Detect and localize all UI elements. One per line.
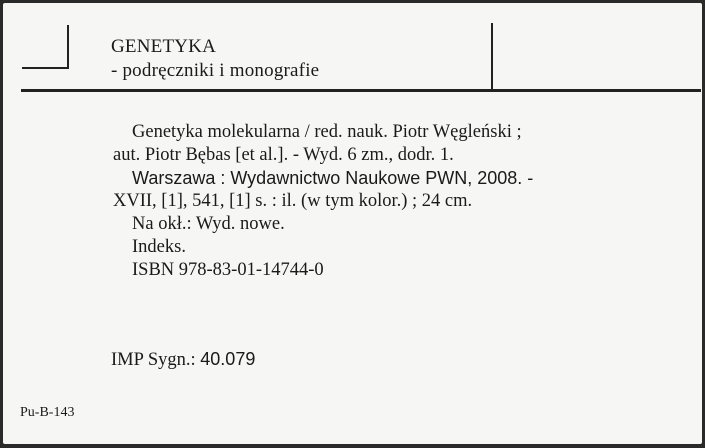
- catalog-card: [3, 3, 702, 444]
- cover-note-line: Na okł.: Wyd. nowe.: [132, 214, 285, 234]
- subject-heading-block: [111, 35, 319, 83]
- signature-label: IMP Sygn.:: [111, 350, 196, 370]
- index-note-line: Indeks.: [132, 237, 186, 257]
- shelf-signature: [111, 349, 255, 371]
- title-line: Genetyka molekularna / red. nauk. Piotr Węgleński ;: [132, 122, 522, 142]
- card-code: Pu-B-143: [20, 405, 75, 420]
- author-edition-line: aut. Piotr Bębas [et al.]. - Wyd. 6 zm., dodr. 1.: [113, 145, 454, 165]
- subject-heading: GENETYKA: [111, 36, 217, 57]
- corner-bracket-mark: [22, 25, 69, 69]
- isbn-line: ISBN 978-83-01-14744-0: [132, 260, 324, 280]
- vertical-rule: [491, 23, 493, 89]
- physical-description-line: XVII, [1], 541, [1] s. : il. (w tym kolor.) ; 24 cm.: [113, 191, 473, 211]
- horizontal-rule: [21, 89, 701, 92]
- signature-value: 40.079: [200, 349, 256, 369]
- publication-line: Warszawa : Wydawnictwo Naukowe PWN, 2008. -: [132, 168, 534, 188]
- subject-subheading: - podręczniki i monografie: [111, 60, 320, 81]
- bibliographic-record: [113, 121, 533, 282]
